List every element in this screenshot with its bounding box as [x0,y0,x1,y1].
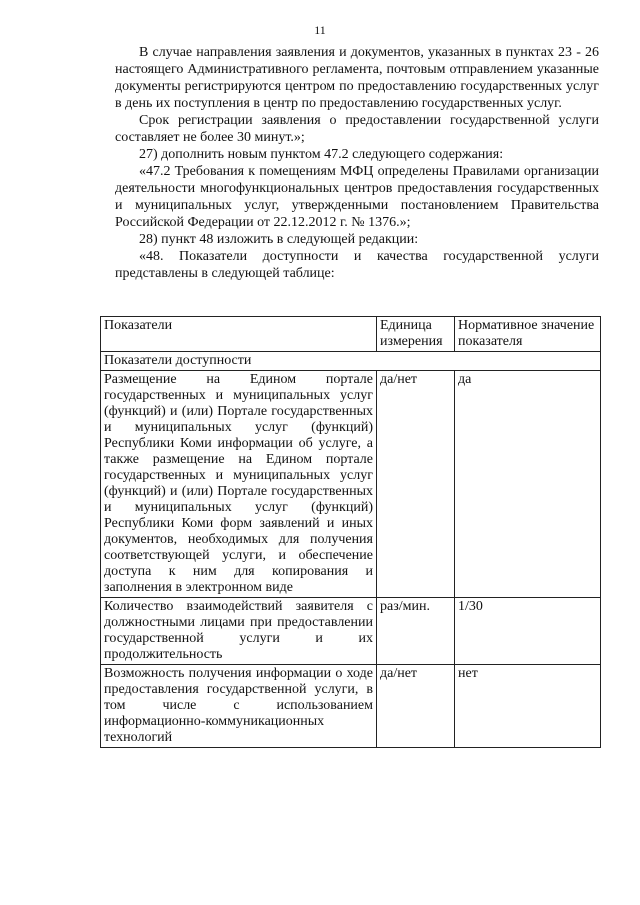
section-accessibility: Показатели доступности [101,352,601,371]
value-cell: да [455,371,601,598]
header-indicators: Показатели [101,317,377,352]
table-row [101,371,601,598]
indicator-cell: Количество взаимодействий заявителя с должностными лицами при предоставлении государственной услуги и их продолжительность [101,598,377,665]
paragraph-48: «48. Показатели доступности и качества государственной услуги представлены в следующей таблице: [115,249,599,281]
header-unit: Единица измерения [377,317,455,352]
paragraph-item-27: 27) дополнить новым пунктом 47.2 следующего содержания: [139,147,504,162]
header-normative-value: Нормативное значение показателя [455,317,601,352]
table-row [101,598,601,665]
table-section-row [101,352,601,371]
paragraph-registration-time: Срок регистрации заявления о предоставлении государственной услуги составляет не более 30 минут.»; [115,113,599,145]
unit-cell: раз/мин. [377,598,455,665]
unit-cell: да/нет [377,371,455,598]
value-cell: нет [455,665,601,748]
indicators-table [100,316,601,748]
table-row [101,665,601,748]
document-body [115,44,599,282]
paragraph-47-2: «47.2 Требования к помещениям МФЦ определены Правилами организации деятельности многофункциональных центров предоставления государственных и муниципальных услуг, утвержденными постановлением Правительства Российской Федерации от 22.12.2012 г. № 1376.»; [115,164,599,230]
page-number: 11 [314,23,326,37]
paragraph-item-28: 28) пункт 48 изложить в следующей редакции: [139,232,419,247]
indicator-cell: Размещение на Едином портале государственных и муниципальных услуг (функций) и (или) Портале государственных и муниципальных услуг (функций) Республики Коми информации об услуге, а также размещение на Едином портале государственных и муниципальных услуг (функций) и (или) Портале государственных и муниципальных услуг (функций) Республики Коми форм заявлений и иных документов, необходимых для получения соответствующей услуги, и обеспечение доступа к ним для копирования и заполнения в электронном виде [101,371,377,598]
indicator-cell: Возможность получения информации о ходе предоставления государственной услуги, в том числе с использованием информационно-коммуникационных технологий [101,665,377,748]
paragraph-registration: В случае направления заявления и документов, указанных в пунктах 23 - 26 настоящего Административного регламента, почтовым отправлением указанные документы регистрируются центром по предоставлению государственных услуг в день их поступления в центр по предоставлению государственных услуг. [115,45,599,111]
value-cell: 1/30 [455,598,601,665]
unit-cell: да/нет [377,665,455,748]
table-header-row [101,317,601,352]
